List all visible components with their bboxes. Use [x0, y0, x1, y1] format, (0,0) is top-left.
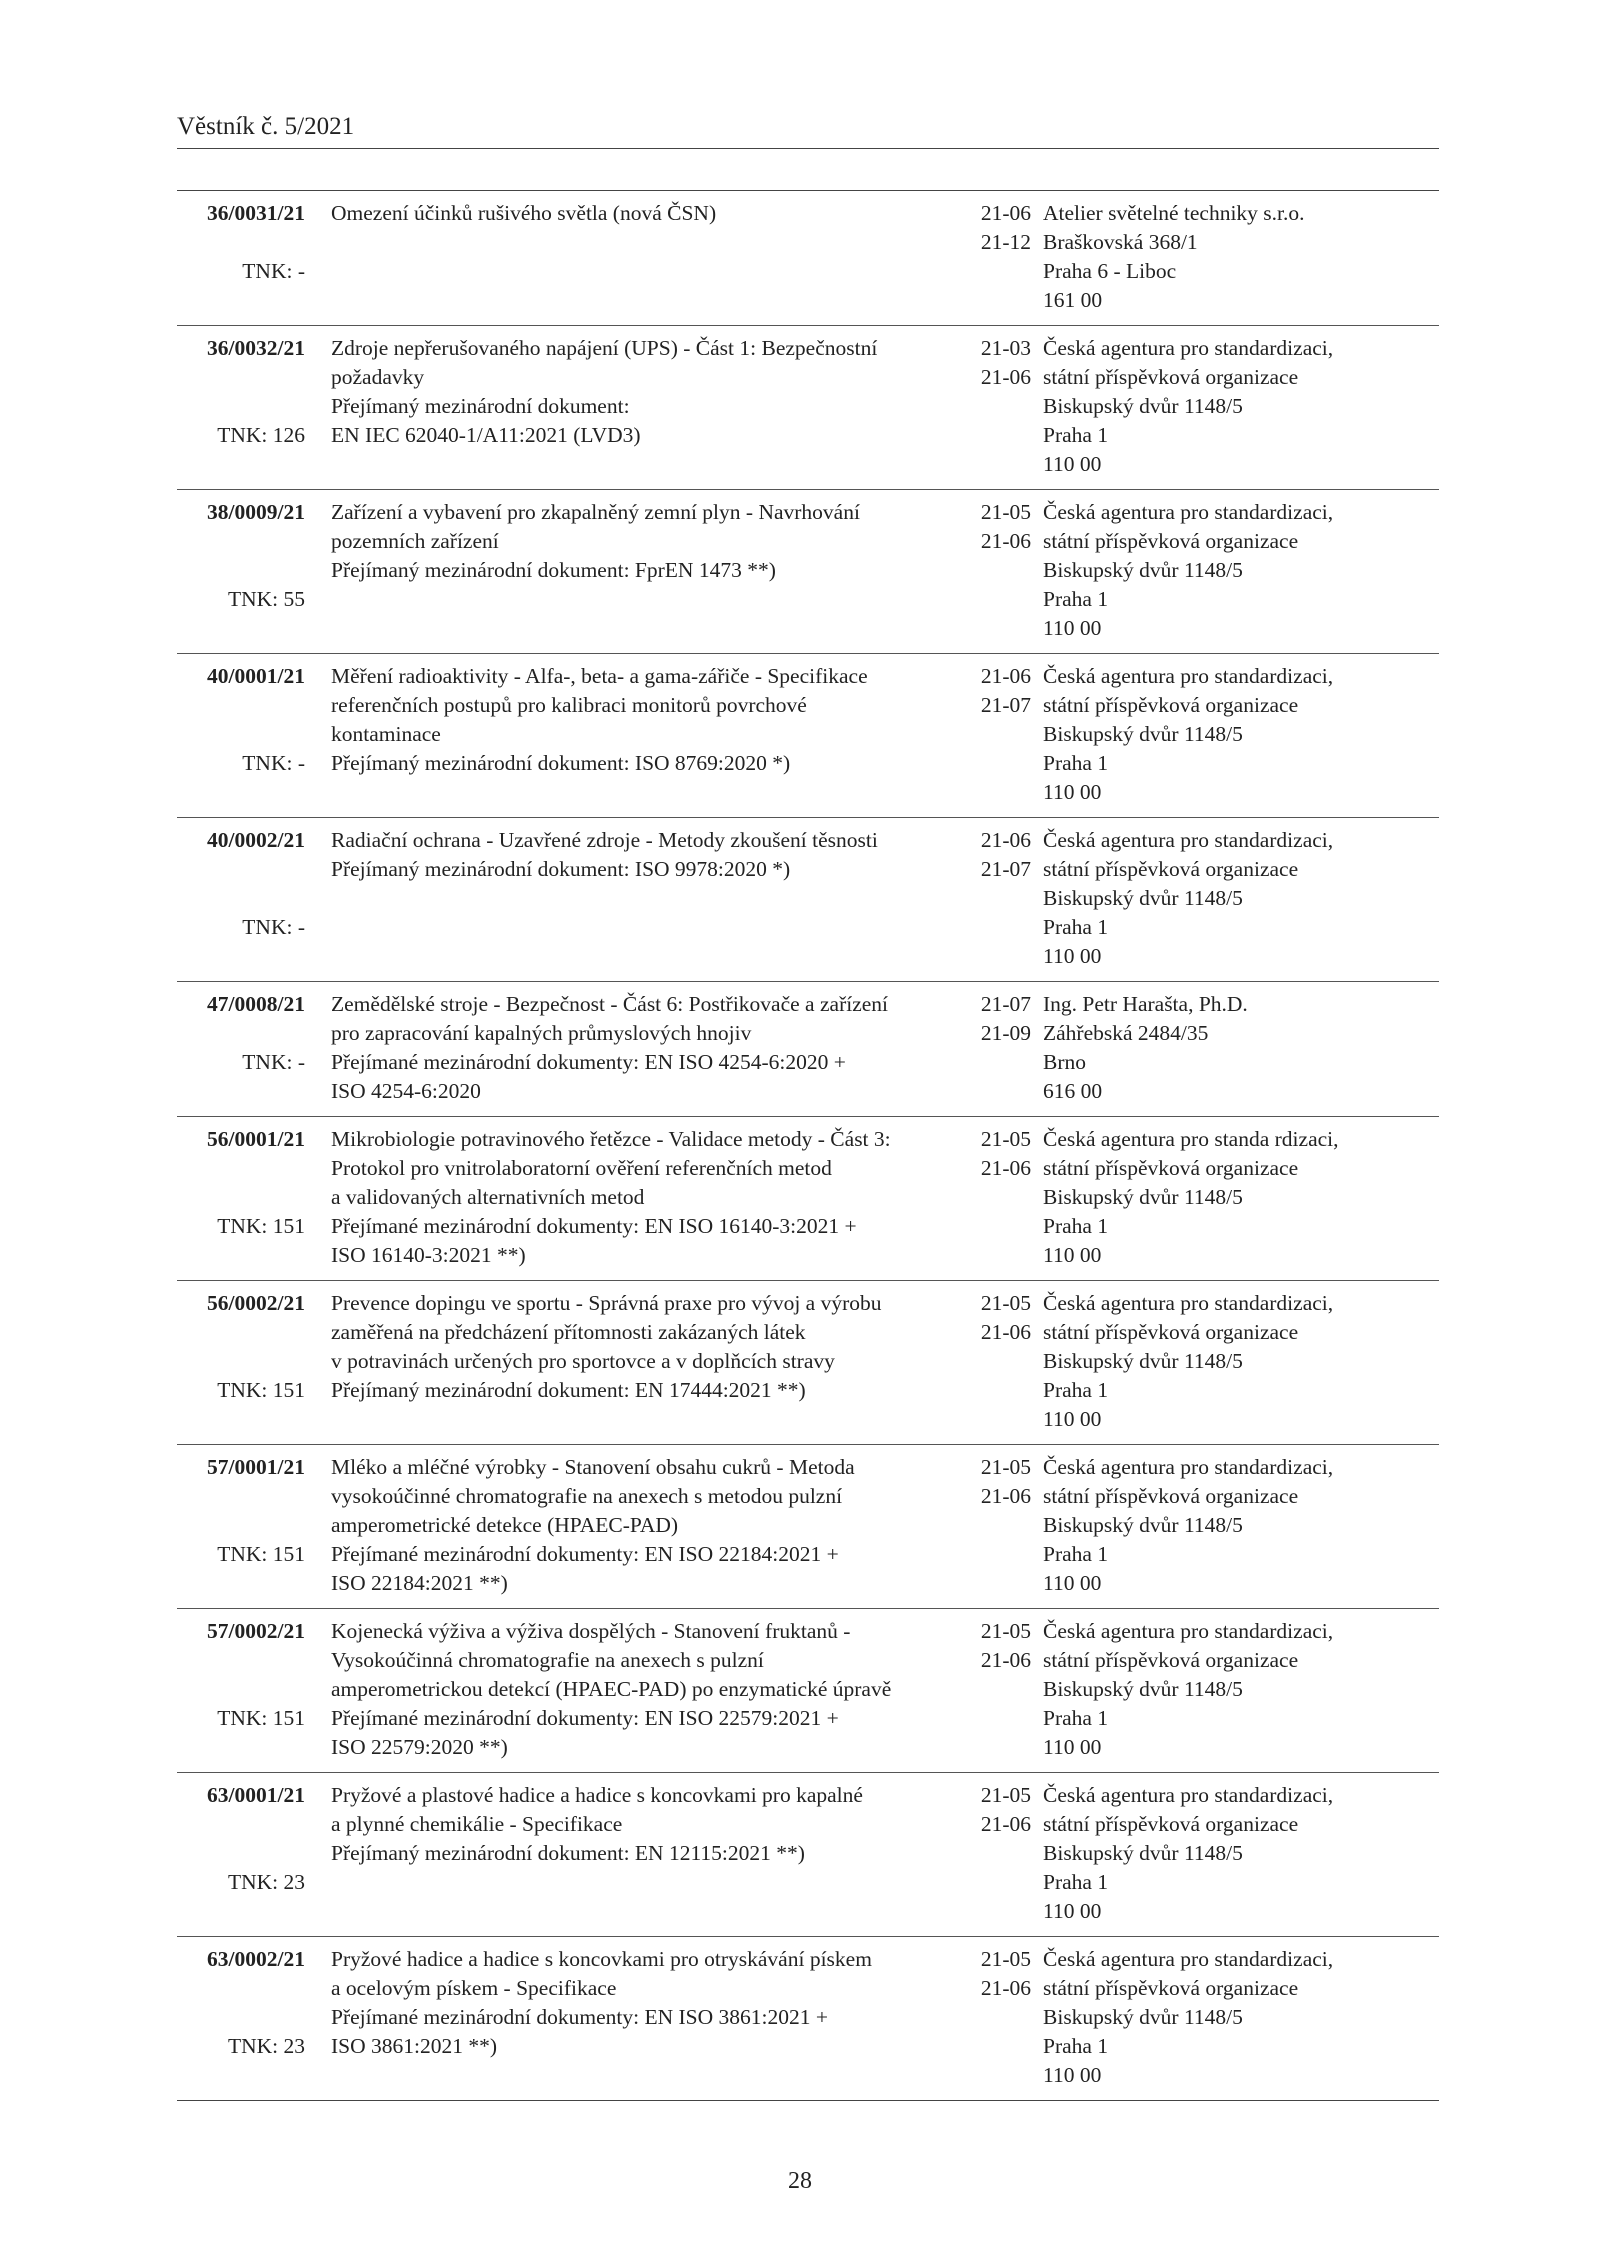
entry-number: 63/0001/21: [207, 1783, 305, 1807]
entry-dates-cell: [945, 498, 1031, 643]
entry-title-line: Přejímané mezinárodní dokumenty: EN ISO 16140-3:2021 +: [331, 1214, 857, 1238]
entry-date: 21-05: [980, 1127, 1031, 1151]
entry-title-line: Přejímané mezinárodní dokumenty: EN ISO 3861:2021 +: [331, 2005, 828, 2029]
entry-dates-cell: [945, 1125, 1031, 1270]
entry-address-cell: [1031, 826, 1439, 971]
entry-date: 21-09: [980, 1021, 1031, 1045]
entry-address-line: Česká agentura pro standardizaci,: [1043, 828, 1334, 852]
entry-address-line: Biskupský dvůr 1148/5: [1043, 1677, 1243, 1701]
entry-title-line: pozemních zařízení: [331, 529, 499, 553]
entry-address-line: státní příspěvková organizace: [1043, 693, 1299, 717]
entry-tnk: TNK: 23: [227, 2034, 305, 2058]
entry-address-line: Praha 1: [1043, 1542, 1109, 1566]
entry-address-line: 616 00: [1043, 1079, 1103, 1103]
entry-title-cell: [305, 1453, 945, 1598]
entry-date: 21-06: [980, 828, 1031, 852]
entry-title-line: EN IEC 62040-1/A11:2021 (LVD3): [331, 423, 641, 447]
entry-address-line: 110 00: [1043, 452, 1102, 476]
entry-date: 21-05: [980, 500, 1031, 524]
entry-id-cell: [177, 1945, 305, 2090]
entry-address-line: Záhřebská 2484/35: [1043, 1021, 1209, 1045]
entry-title-line: ISO 3861:2021 **): [331, 2034, 498, 2058]
entry-title-line: ISO 4254-6:2020: [331, 1079, 481, 1103]
entry-id-cell: [177, 1781, 305, 1926]
entry-title-cell: [305, 1289, 945, 1434]
entry-address-line: Biskupský dvůr 1148/5: [1043, 886, 1243, 910]
entry-address-line: Atelier světelné techniky s.r.o.: [1043, 201, 1305, 225]
entry-date: 21-07: [980, 693, 1031, 717]
entry-title-cell: [305, 1781, 945, 1926]
entry-tnk: TNK: 151: [217, 1542, 305, 1566]
table-row: [177, 818, 1439, 982]
entry-address-line: 110 00: [1043, 780, 1102, 804]
entry-date: 21-06: [980, 1812, 1031, 1836]
entry-id-cell: [177, 1289, 305, 1434]
entry-id-cell: [177, 1617, 305, 1762]
entry-date: 21-05: [980, 1455, 1031, 1479]
entry-number: 57/0002/21: [207, 1619, 305, 1643]
entry-title-cell: [305, 990, 945, 1106]
entry-address-line: Brno: [1043, 1050, 1086, 1074]
entry-address-cell: [1031, 1617, 1439, 1762]
entry-tnk: TNK: 23: [227, 1870, 305, 1894]
entry-date: 21-05: [980, 1291, 1031, 1315]
entry-dates-cell: [945, 1617, 1031, 1762]
entry-title-line: a plynné chemikálie - Specifikace: [331, 1812, 623, 1836]
entry-title-line: Protokol pro vnitrolaboratorní ověření referenčních metod: [331, 1156, 832, 1180]
entry-address-line: 110 00: [1043, 1735, 1102, 1759]
entry-date: 21-06: [980, 1648, 1031, 1672]
entry-address-cell: [1031, 1781, 1439, 1926]
entry-address-line: 110 00: [1043, 1571, 1102, 1595]
entry-number: 56/0002/21: [207, 1291, 305, 1315]
entry-address-line: 110 00: [1043, 1407, 1102, 1431]
entry-tnk: TNK: -: [242, 751, 305, 775]
page-header: Věstník č. 5/2021: [177, 112, 1439, 149]
entry-address-line: Česká agentura pro standardizaci,: [1043, 1783, 1334, 1807]
entry-number: 40/0001/21: [207, 664, 305, 688]
entry-title-line: ISO 16140-3:2021 **): [331, 1243, 526, 1267]
entry-title-line: Měření radioaktivity - Alfa-, beta- a gama-zářiče - Specifikace: [331, 664, 868, 688]
entry-address-line: Praha 1: [1043, 915, 1109, 939]
entry-title-line: požadavky: [331, 365, 425, 389]
entry-address-line: Ing. Petr Harašta, Ph.D.: [1043, 992, 1248, 1016]
entry-number: 40/0002/21: [207, 828, 305, 852]
entry-address-line: Biskupský dvůr 1148/5: [1043, 558, 1243, 582]
entry-address-line: Česká agentura pro standardizaci,: [1043, 500, 1334, 524]
entry-address-line: 161 00: [1043, 288, 1103, 312]
standards-table: [177, 190, 1439, 2101]
entry-address-line: Praha 1: [1043, 751, 1109, 775]
entry-address-cell: [1031, 1289, 1439, 1434]
entry-address-cell: [1031, 334, 1439, 479]
entry-id-cell: [177, 1125, 305, 1270]
entry-title-line: Přejímané mezinárodní dokumenty: EN ISO 4254-6:2020 +: [331, 1050, 846, 1074]
entry-title-line: pro zapracování kapalných průmyslových hnojiv: [331, 1021, 752, 1045]
entry-title-line: Pryžové a plastové hadice a hadice s koncovkami pro kapalné: [331, 1783, 863, 1807]
entry-address-cell: [1031, 1125, 1439, 1270]
entry-title-line: ISO 22184:2021 **): [331, 1571, 508, 1595]
entry-id-cell: [177, 199, 305, 315]
entry-dates-cell: [945, 990, 1031, 1106]
entry-title-line: ISO 22579:2020 **): [331, 1735, 508, 1759]
entry-address-cell: [1031, 498, 1439, 643]
entry-title-line: Mikrobiologie potravinového řetězce - Validace metody - Část 3:: [331, 1127, 891, 1151]
entry-title-line: Vysokoúčinná chromatografie na anexech s pulzní: [331, 1648, 764, 1672]
entry-address-line: Biskupský dvůr 1148/5: [1043, 394, 1243, 418]
entry-address-cell: [1031, 662, 1439, 807]
entry-title-cell: [305, 662, 945, 807]
entry-address-line: Biskupský dvůr 1148/5: [1043, 1349, 1243, 1373]
entry-address-line: Česká agentura pro standardizaci,: [1043, 1291, 1334, 1315]
entry-title-line: amperometrické detekce (HPAEC-PAD): [331, 1513, 679, 1537]
entry-address-cell: [1031, 1453, 1439, 1598]
entry-address-line: Praha 1: [1043, 1870, 1109, 1894]
entry-title-line: Radiační ochrana - Uzavřené zdroje - Metody zkoušení těsnosti: [331, 828, 878, 852]
entry-address-line: Praha 1: [1043, 1214, 1109, 1238]
entry-address-line: Praha 1: [1043, 587, 1109, 611]
entry-address-line: Česká agentura pro standardizaci,: [1043, 336, 1334, 360]
entry-title-cell: [305, 1617, 945, 1762]
table-row: [177, 1117, 1439, 1281]
entry-address-line: Česká agentura pro standardizaci,: [1043, 1947, 1334, 1971]
entry-dates-cell: [945, 199, 1031, 315]
entry-id-cell: [177, 662, 305, 807]
entry-tnk: TNK: -: [242, 1050, 305, 1074]
entry-number: 56/0001/21: [207, 1127, 305, 1151]
entry-tnk: TNK: 55: [227, 587, 305, 611]
entry-address-line: Biskupský dvůr 1148/5: [1043, 1185, 1243, 1209]
entry-number: 57/0001/21: [207, 1455, 305, 1479]
entry-date: 21-07: [980, 992, 1031, 1016]
entry-address-line: státní příspěvková organizace: [1043, 1484, 1299, 1508]
entry-dates-cell: [945, 334, 1031, 479]
entry-tnk: TNK: -: [242, 259, 305, 283]
entry-title-line: vysokoúčinné chromatografie na anexech s metodou pulzní: [331, 1484, 843, 1508]
page-number: 28: [788, 2168, 812, 2194]
entry-dates-cell: [945, 662, 1031, 807]
entry-address-line: Braškovská 368/1: [1043, 230, 1198, 254]
entry-id-cell: [177, 990, 305, 1106]
entry-address-cell: [1031, 199, 1439, 315]
entry-address-line: Česká agentura pro standardizaci,: [1043, 1455, 1334, 1479]
entry-title-line: Zařízení a vybavení pro zkapalněný zemní plyn - Navrhování: [331, 500, 860, 524]
entry-address-line: 110 00: [1043, 2063, 1102, 2087]
entry-dates-cell: [945, 1289, 1031, 1434]
entry-title-line: amperometrickou detekcí (HPAEC-PAD) po enzymatické úpravě: [331, 1677, 892, 1701]
entry-date: 21-06: [980, 1976, 1031, 2000]
entry-address-line: státní příspěvková organizace: [1043, 857, 1299, 881]
entry-address-line: Biskupský dvůr 1148/5: [1043, 2005, 1243, 2029]
entry-address-cell: [1031, 1945, 1439, 2090]
entry-address-line: Česká agentura pro standa rdizaci,: [1043, 1127, 1339, 1151]
entry-date: 21-06: [980, 529, 1031, 553]
entry-date: 21-07: [980, 857, 1031, 881]
entry-address-line: státní příspěvková organizace: [1043, 365, 1299, 389]
entry-date: 21-06: [980, 1156, 1031, 1180]
entry-date: 21-05: [980, 1947, 1031, 1971]
entry-title-line: Prevence dopingu ve sportu - Správná praxe pro vývoj a výrobu: [331, 1291, 882, 1315]
entry-id-cell: [177, 498, 305, 643]
entry-title-line: a validovaných alternativních metod: [331, 1185, 645, 1209]
entry-title-line: Zemědělské stroje - Bezpečnost - Část 6: Postřikovače a zařízení: [331, 992, 889, 1016]
entry-address-line: státní příspěvková organizace: [1043, 1320, 1299, 1344]
entry-address-cell: [1031, 990, 1439, 1106]
entry-title-line: Přejímaný mezinárodní dokument: ISO 9978:2020 *): [331, 857, 791, 881]
entry-dates-cell: [945, 826, 1031, 971]
entry-title-cell: [305, 498, 945, 643]
entry-id-cell: [177, 1453, 305, 1598]
entry-date: 21-03: [980, 336, 1031, 360]
entry-title-cell: [305, 1125, 945, 1270]
entry-date: 21-06: [980, 201, 1031, 225]
entry-address-line: státní příspěvková organizace: [1043, 1976, 1299, 2000]
entry-title-line: Pryžové hadice a hadice s koncovkami pro otryskávání pískem: [331, 1947, 872, 1971]
entry-address-line: 110 00: [1043, 1899, 1102, 1923]
entry-title-cell: [305, 334, 945, 479]
entry-title-line: Přejímaný mezinárodní dokument:: [331, 394, 630, 418]
entry-address-line: Praha 1: [1043, 2034, 1109, 2058]
entry-dates-cell: [945, 1945, 1031, 2090]
entry-dates-cell: [945, 1453, 1031, 1598]
entry-address-line: státní příspěvková organizace: [1043, 1812, 1299, 1836]
entry-address-line: Biskupský dvůr 1148/5: [1043, 722, 1243, 746]
entry-title-line: Přejímaný mezinárodní dokument: FprEN 1473 **): [331, 558, 776, 582]
table-row: [177, 490, 1439, 654]
table-row: [177, 1773, 1439, 1937]
entry-date: 21-06: [980, 365, 1031, 389]
entry-title-line: Přejímaný mezinárodní dokument: EN 12115:2021 **): [331, 1841, 805, 1865]
entry-address-line: Česká agentura pro standardizaci,: [1043, 664, 1334, 688]
entry-date: 21-05: [980, 1619, 1031, 1643]
entry-title-line: Přejímaný mezinárodní dokument: EN 17444:2021 **): [331, 1378, 806, 1402]
table-row: [177, 326, 1439, 490]
entry-date: 21-06: [980, 664, 1031, 688]
entry-tnk: TNK: 151: [217, 1706, 305, 1730]
entry-title-cell: [305, 1945, 945, 2090]
entry-address-line: Praha 1: [1043, 1706, 1109, 1730]
entry-id-cell: [177, 826, 305, 971]
entry-date: 21-06: [980, 1320, 1031, 1344]
entry-title-line: kontaminace: [331, 722, 441, 746]
entry-date: 21-12: [980, 230, 1031, 254]
entry-address-line: Praha 6 - Liboc: [1043, 259, 1177, 283]
entry-title-cell: [305, 826, 945, 971]
entry-date: 21-06: [980, 1484, 1031, 1508]
entry-id-cell: [177, 334, 305, 479]
entry-tnk: TNK: 151: [217, 1378, 305, 1402]
entry-address-line: Biskupský dvůr 1148/5: [1043, 1841, 1243, 1865]
table-row: [177, 191, 1439, 326]
entry-title-line: Přejímané mezinárodní dokumenty: EN ISO 22184:2021 +: [331, 1542, 839, 1566]
entry-number: 36/0032/21: [207, 336, 305, 360]
table-row: [177, 1609, 1439, 1773]
entry-title-line: Omezení účinků rušivého světla (nová ČSN): [331, 201, 717, 225]
table-row: [177, 1281, 1439, 1445]
entry-address-line: 110 00: [1043, 616, 1102, 640]
entry-address-line: 110 00: [1043, 944, 1102, 968]
entry-address-line: Praha 1: [1043, 423, 1109, 447]
table-row: [177, 982, 1439, 1117]
entry-number: 63/0002/21: [207, 1947, 305, 1971]
entry-number: 47/0008/21: [207, 992, 305, 1016]
entry-title-line: v potravinách určených pro sportovce a v doplňcích stravy: [331, 1349, 835, 1373]
entry-tnk: TNK: 151: [217, 1214, 305, 1238]
entry-address-line: státní příspěvková organizace: [1043, 1648, 1299, 1672]
entry-tnk: TNK: -: [242, 915, 305, 939]
entry-title-line: zaměřená na předcházení přítomnosti zakázaných látek: [331, 1320, 806, 1344]
entry-title-line: Mléko a mléčné výrobky - Stanovení obsahu cukrů - Metoda: [331, 1455, 855, 1479]
entry-address-line: Biskupský dvůr 1148/5: [1043, 1513, 1243, 1537]
table-row: [177, 654, 1439, 818]
entry-title-line: Přejímané mezinárodní dokumenty: EN ISO 22579:2021 +: [331, 1706, 839, 1730]
entry-number: 38/0009/21: [207, 500, 305, 524]
entry-title-line: a ocelovým pískem - Specifikace: [331, 1976, 617, 2000]
entry-address-line: Praha 1: [1043, 1378, 1109, 1402]
entry-address-line: 110 00: [1043, 1243, 1102, 1267]
entry-address-line: Česká agentura pro standardizaci,: [1043, 1619, 1334, 1643]
table-row: [177, 1445, 1439, 1609]
entry-title-line: Přejímaný mezinárodní dokument: ISO 8769:2020 *): [331, 751, 791, 775]
entry-dates-cell: [945, 1781, 1031, 1926]
entry-title-line: Zdroje nepřerušovaného napájení (UPS) - Část 1: Bezpečnostní: [331, 336, 878, 360]
entry-number: 36/0031/21: [207, 201, 305, 225]
entry-title-line: referenčních postupů pro kalibraci monitorů povrchové: [331, 693, 807, 717]
entry-address-line: státní příspěvková organizace: [1043, 529, 1299, 553]
table-row: [177, 1937, 1439, 2100]
entry-title-cell: [305, 199, 945, 315]
entry-address-line: státní příspěvková organizace: [1043, 1156, 1299, 1180]
entry-date: 21-05: [980, 1783, 1031, 1807]
entry-title-line: Kojenecká výživa a výživa dospělých - Stanovení fruktanů -: [331, 1619, 851, 1643]
entry-tnk: TNK: 126: [217, 423, 305, 447]
